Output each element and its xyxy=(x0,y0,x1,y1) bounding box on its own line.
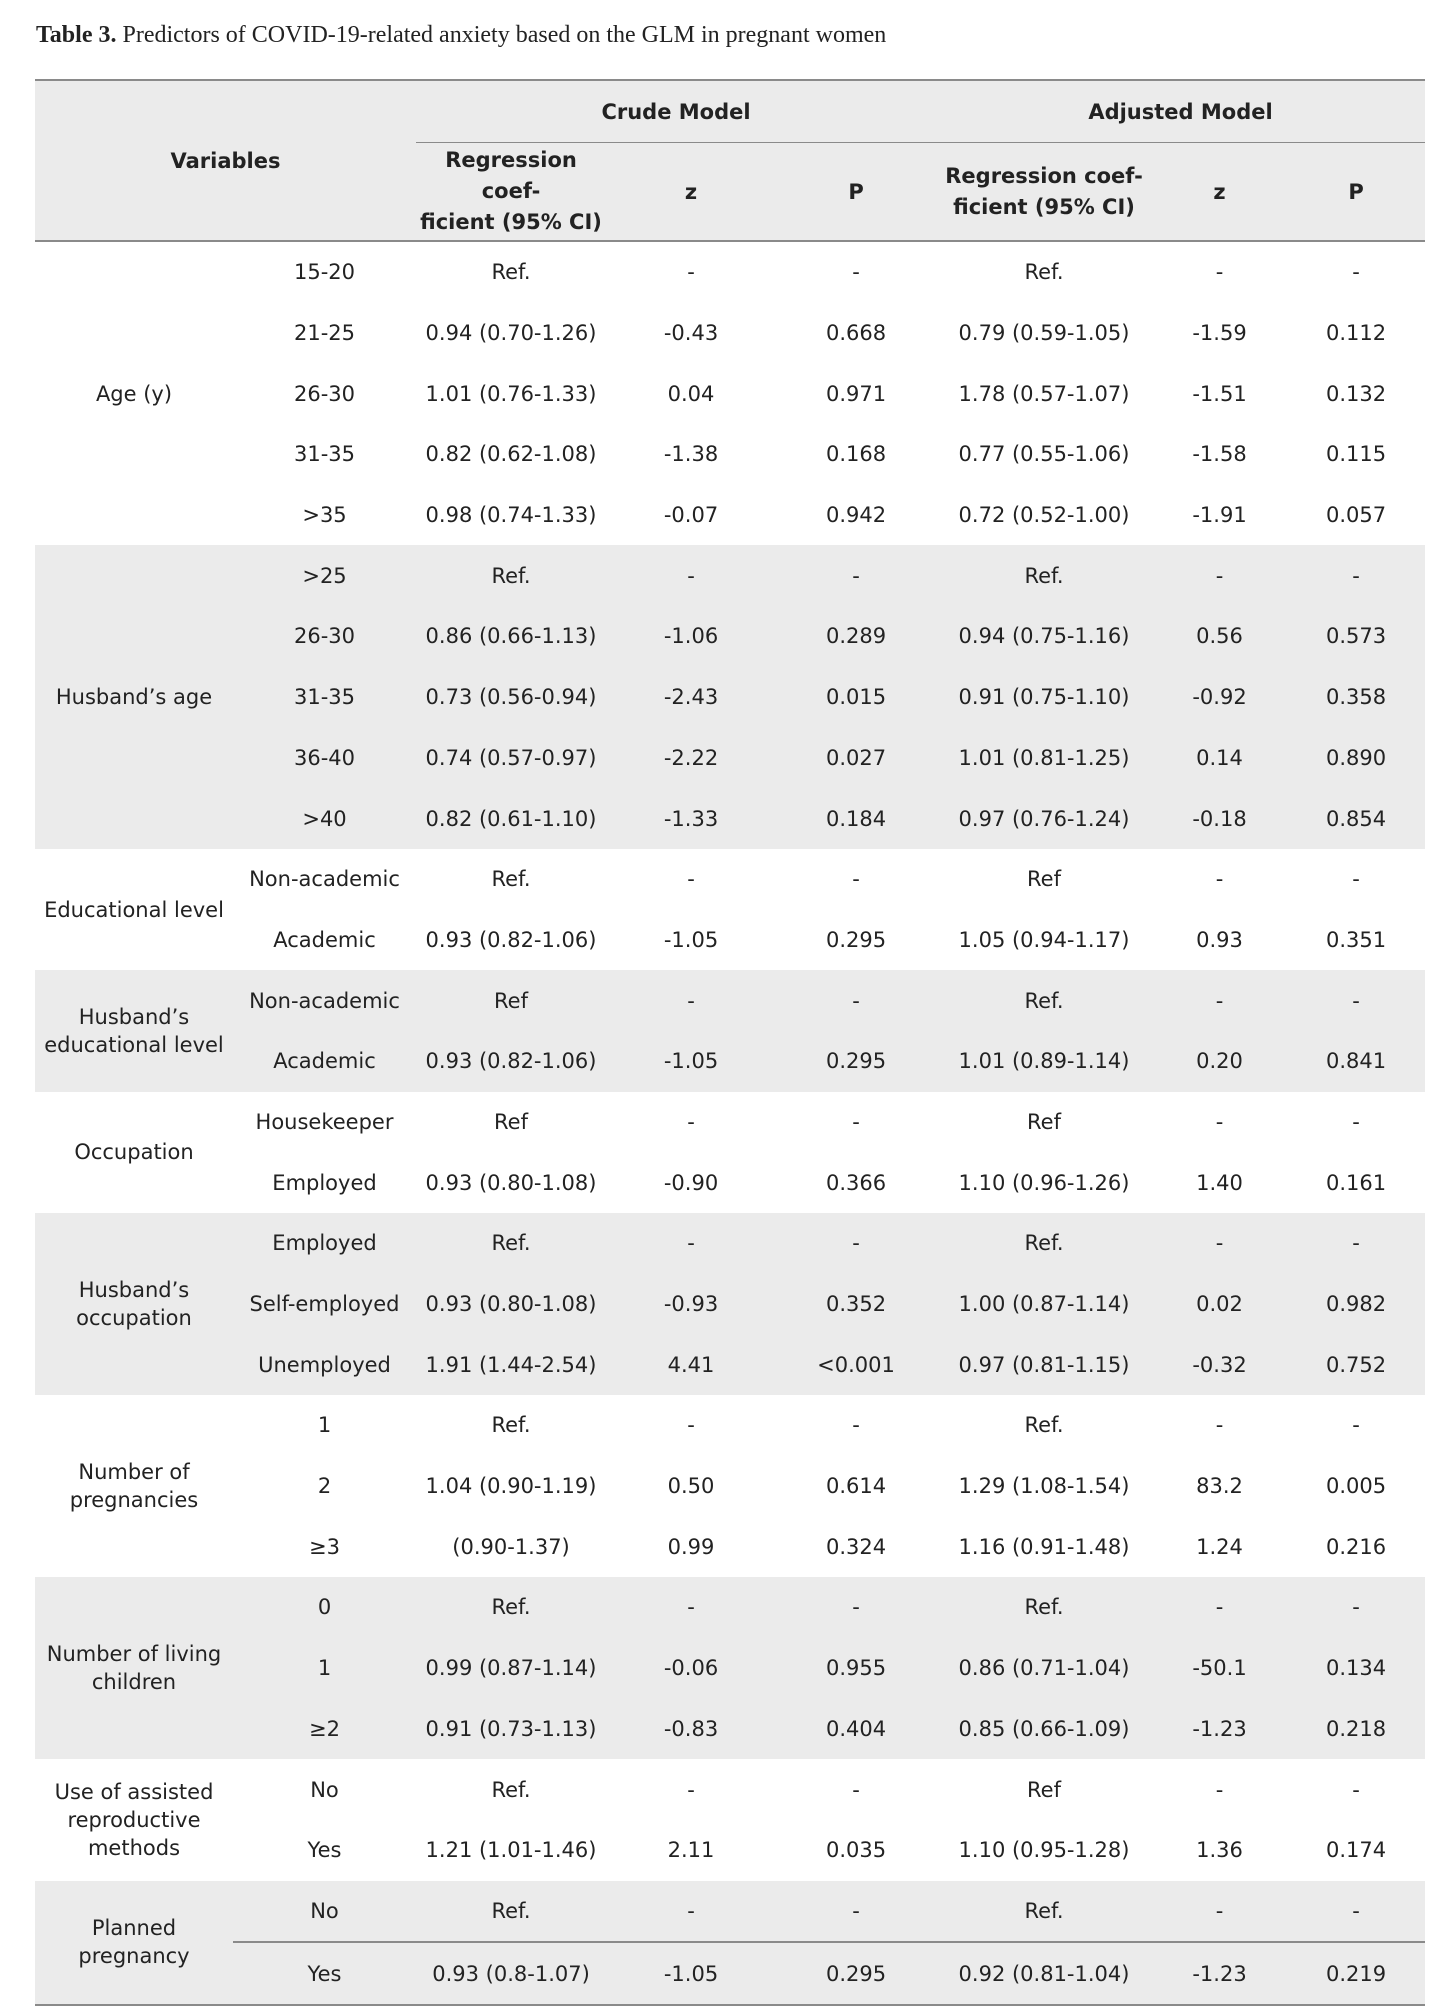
category-cell: 0 xyxy=(233,1577,416,1638)
category-cell: 26-30 xyxy=(293,381,356,406)
table-row xyxy=(35,1638,1425,1699)
crude-z-header: z xyxy=(606,143,776,242)
variable-name-line: pregnancy xyxy=(78,1944,190,1969)
table-row xyxy=(35,1152,1425,1213)
adjusted-coef-cell: 0.77 (0.55-1.06) xyxy=(958,442,1130,467)
crude-z-cell: -1.05 xyxy=(606,1942,776,2005)
crude-z-cell: - xyxy=(687,1413,695,1438)
table-row xyxy=(35,1759,1425,1820)
adjusted-coef-cell: 0.79 (0.59-1.05) xyxy=(958,321,1130,346)
adjusted-z-cell: 0.20 xyxy=(1152,1031,1287,1092)
adjusted-coef-cell: 1.01 (0.89-1.14) xyxy=(936,1031,1152,1092)
crude-coef-cell: 1.91 (1.44-2.54) xyxy=(416,1334,606,1395)
table-caption xyxy=(36,22,886,49)
variable-name-line: occupation xyxy=(76,1306,192,1331)
adjusted-coef-cell: 0.97 (0.76-1.24) xyxy=(936,788,1152,849)
crude-coef-cell: 0.74 (0.57-0.97) xyxy=(416,728,606,789)
variable-name-line: Educational level xyxy=(44,897,224,922)
adjusted-coef-cell: 1.29 (1.08-1.54) xyxy=(958,1474,1130,1499)
adjusted-p-cell: - xyxy=(1287,1577,1425,1638)
table-label: Table 3. xyxy=(36,22,117,48)
category-cell: No xyxy=(310,1777,339,1802)
variable-name-line: Husband’s xyxy=(78,1278,190,1303)
adjusted-coef-cell: Ref xyxy=(1027,1777,1061,1802)
adjusted-z-cell: 1.24 xyxy=(1196,1534,1243,1559)
category-cell: 31-35 xyxy=(293,442,356,467)
crude-p-cell: - xyxy=(852,1413,860,1438)
crude-z-cell: -0.90 xyxy=(663,1170,719,1195)
adjusted-p-cell: 0.219 xyxy=(1287,1942,1425,2005)
crude-coef-cell: 0.93 (0.8-1.07) xyxy=(416,1942,606,2005)
adjusted-z-cell: 0.56 xyxy=(1152,606,1287,667)
variable-name-line: Age (y) xyxy=(95,381,173,406)
variable-name-cell xyxy=(35,1881,233,2005)
adjusted-z-cell: -0.18 xyxy=(1152,788,1287,849)
table-row xyxy=(35,970,1425,1031)
adjusted-z-cell: - xyxy=(1215,1413,1224,1438)
crude-p-header: P xyxy=(776,143,936,242)
table-row xyxy=(35,1577,1425,1638)
adjusted-z-cell: - xyxy=(1152,1881,1287,1943)
crude-p-cell: 0.035 xyxy=(825,1838,887,1863)
table-row xyxy=(35,545,1425,606)
crude-coef-cell: 0.93 (0.80-1.08) xyxy=(425,1170,597,1195)
crude-p-cell: - xyxy=(852,867,860,892)
variable-name-line: Number of living xyxy=(46,1642,222,1667)
adjusted-coef-cell: 1.00 (0.87-1.14) xyxy=(936,1274,1152,1335)
crude-z-cell: 4.41 xyxy=(606,1334,776,1395)
crude-p-cell: 0.027 xyxy=(776,728,936,789)
crude-coef-cell: Ref xyxy=(494,1109,528,1134)
adjusted-coef-cell: 1.16 (0.91-1.48) xyxy=(958,1534,1130,1559)
adjusted-z-cell: -1.23 xyxy=(1152,1942,1287,2005)
variable-name-line: reproductive xyxy=(67,1807,201,1832)
table-row xyxy=(35,1699,1425,1760)
crude-coef-cell: 0.82 (0.61-1.10) xyxy=(416,788,606,849)
crude-p-cell: 0.971 xyxy=(825,381,887,406)
crude-coef-header-line2: ficient (95% CI) xyxy=(420,210,602,234)
category-cell: Non-academic xyxy=(249,867,400,892)
variable-name-line: children xyxy=(91,1670,177,1695)
adjusted-coef-cell: Ref. xyxy=(1024,1413,1064,1438)
crude-p-cell: 0.184 xyxy=(776,788,936,849)
crude-z-cell: -1.38 xyxy=(663,442,719,467)
crude-z-cell: - xyxy=(606,1213,776,1274)
table-row xyxy=(35,667,1425,728)
category-cell: No xyxy=(233,1881,416,1943)
table-row xyxy=(35,1820,1425,1881)
crude-z-cell: -0.93 xyxy=(606,1274,776,1335)
crude-p-cell: - xyxy=(776,1213,936,1274)
crude-coef-cell: 0.93 (0.80-1.08) xyxy=(416,1274,606,1335)
crude-p-cell: 0.324 xyxy=(825,1534,887,1559)
adjusted-z-cell: 0.93 xyxy=(1196,927,1243,952)
crude-coef-cell: Ref xyxy=(416,970,606,1031)
adjusted-coef-cell: 0.94 (0.75-1.16) xyxy=(936,606,1152,667)
crude-p-cell: - xyxy=(776,1881,936,1943)
category-cell: 26-30 xyxy=(233,606,416,667)
variable-name-line: Husband’s age xyxy=(55,685,213,710)
crude-coef-cell: 0.93 (0.82-1.06) xyxy=(416,1031,606,1092)
adjusted-p-cell: 0.112 xyxy=(1325,321,1387,346)
variable-name-cell xyxy=(35,545,233,848)
adjusted-p-cell: 0.752 xyxy=(1287,1334,1425,1395)
crude-z-cell: -0.07 xyxy=(663,503,719,528)
crude-z-cell: -2.22 xyxy=(606,728,776,789)
category-cell: Yes xyxy=(307,1838,342,1863)
variable-name-line: Number of xyxy=(78,1460,190,1485)
adjusted-z-cell: - xyxy=(1215,260,1224,285)
variable-group xyxy=(35,1395,1425,1577)
variables-header: Variables xyxy=(35,80,416,241)
table-row xyxy=(35,1881,1425,1943)
adjusted-p-cell: 0.890 xyxy=(1287,728,1425,789)
crude-p-cell: <0.001 xyxy=(776,1334,936,1395)
table-row xyxy=(35,241,1425,303)
category-cell: Yes xyxy=(233,1942,416,2005)
crude-coef-cell: Ref. xyxy=(416,545,606,606)
adjusted-p-cell: - xyxy=(1352,867,1360,892)
variable-group xyxy=(35,1213,1425,1395)
crude-z-cell: -1.06 xyxy=(606,606,776,667)
crude-z-cell: 2.11 xyxy=(667,1838,715,1863)
category-cell: Unemployed xyxy=(233,1334,416,1395)
crude-z-cell: - xyxy=(687,1777,695,1802)
adjusted-p-cell: 0.132 xyxy=(1325,381,1387,406)
crude-z-cell: -0.06 xyxy=(606,1638,776,1699)
crude-coef-cell: 0.99 (0.87-1.14) xyxy=(416,1638,606,1699)
variable-group xyxy=(35,1881,1425,2005)
crude-z-cell: -1.33 xyxy=(606,788,776,849)
crude-z-cell: - xyxy=(687,1109,695,1134)
adjusted-p-cell: 0.174 xyxy=(1325,1838,1387,1863)
adjusted-p-cell: 0.161 xyxy=(1325,1170,1387,1195)
adjusted-z-cell: - xyxy=(1215,1109,1224,1134)
adjusted-z-cell: 1.36 xyxy=(1196,1838,1243,1863)
adjusted-z-cell: -50.1 xyxy=(1152,1638,1287,1699)
crude-model-header: Crude Model xyxy=(416,80,936,143)
adjusted-coef-cell: Ref. xyxy=(936,1577,1152,1638)
variable-name-cell xyxy=(35,849,233,970)
adjusted-z-cell: -1.58 xyxy=(1192,442,1247,467)
crude-p-cell: - xyxy=(776,545,936,606)
adjusted-z-cell: 0.02 xyxy=(1152,1274,1287,1335)
adjusted-coef-header xyxy=(936,143,1152,242)
adjusted-p-cell: - xyxy=(1287,970,1425,1031)
crude-p-cell: 0.352 xyxy=(776,1274,936,1335)
variable-name-cell xyxy=(35,1759,233,1880)
adjusted-z-cell: 1.40 xyxy=(1196,1170,1243,1195)
variable-name-line: Planned xyxy=(91,1916,177,1941)
category-cell: Employed xyxy=(272,1170,377,1195)
variable-name-cell xyxy=(35,241,233,545)
crude-p-cell: - xyxy=(852,260,860,285)
adjusted-coef-cell: Ref. xyxy=(936,1213,1152,1274)
crude-z-cell: 0.04 xyxy=(667,381,715,406)
category-cell: Academic xyxy=(273,927,376,952)
category-cell: >25 xyxy=(233,545,416,606)
adjusted-coef-header-line2: ficient (95% CI) xyxy=(953,194,1135,219)
adjusted-z-cell: - xyxy=(1152,545,1287,606)
crude-coef-cell: Ref. xyxy=(491,260,531,285)
variable-name-cell xyxy=(35,970,233,1091)
adjusted-z-cell: - xyxy=(1152,970,1287,1031)
adjusted-z-cell: -1.23 xyxy=(1152,1699,1287,1760)
crude-p-cell: 0.955 xyxy=(776,1638,936,1699)
crude-p-cell: 0.668 xyxy=(825,321,887,346)
variable-group xyxy=(35,241,1425,545)
variable-name-line: Use of assisted xyxy=(54,1779,214,1804)
table-row xyxy=(35,788,1425,849)
crude-coef-cell: 0.93 (0.82-1.06) xyxy=(425,927,597,952)
adjusted-z-cell: 0.14 xyxy=(1152,728,1287,789)
category-cell: Housekeeper xyxy=(255,1109,394,1134)
crude-coef-cell: 0.98 (0.74-1.33) xyxy=(425,503,597,528)
variable-name-cell xyxy=(35,1092,233,1213)
adjusted-z-cell: - xyxy=(1215,867,1224,892)
adjusted-z-cell: -0.32 xyxy=(1152,1334,1287,1395)
adjusted-coef-cell: 1.10 (0.95-1.28) xyxy=(958,1838,1130,1863)
adjusted-coef-cell: 1.10 (0.96-1.26) xyxy=(958,1170,1130,1195)
crude-z-cell: - xyxy=(606,1881,776,1943)
category-cell: Non-academic xyxy=(233,970,416,1031)
crude-p-cell: - xyxy=(852,1109,860,1134)
category-cell: ≥2 xyxy=(233,1699,416,1760)
table-row xyxy=(35,728,1425,789)
crude-coef-header-line1: Regression coef- xyxy=(445,148,577,203)
adjusted-p-cell: 0.358 xyxy=(1287,667,1425,728)
variable-name-cell xyxy=(35,1213,233,1395)
crude-p-cell: - xyxy=(852,1777,860,1802)
adjusted-z-cell: -1.59 xyxy=(1192,321,1247,346)
crude-coef-cell: Ref. xyxy=(416,1881,606,1943)
adjusted-p-cell: 0.218 xyxy=(1287,1699,1425,1760)
crude-coef-cell: 1.21 (1.01-1.46) xyxy=(425,1838,597,1863)
table-row xyxy=(35,910,1425,971)
adjusted-p-cell: - xyxy=(1287,1213,1425,1274)
variable-group xyxy=(35,1092,1425,1213)
crude-z-cell: 0.99 xyxy=(667,1534,715,1559)
adjusted-z-cell: - xyxy=(1152,1577,1287,1638)
crude-p-cell: 0.289 xyxy=(776,606,936,667)
category-cell: 15-20 xyxy=(293,260,356,285)
crude-coef-cell: Ref. xyxy=(416,1213,606,1274)
adjusted-coef-header-line1: Regression coef- xyxy=(945,163,1143,188)
crude-z-cell: - xyxy=(687,260,695,285)
crude-coef-cell: 1.01 (0.76-1.33) xyxy=(425,381,597,406)
adjusted-coef-cell: Ref. xyxy=(1024,260,1064,285)
adjusted-p-cell: - xyxy=(1352,1777,1360,1802)
variable-name-line: educational level xyxy=(44,1032,224,1057)
adjusted-z-cell: -1.91 xyxy=(1192,503,1247,528)
adjusted-p-cell: 0.854 xyxy=(1287,788,1425,849)
adjusted-coef-cell: 0.86 (0.71-1.04) xyxy=(936,1638,1152,1699)
table-row xyxy=(35,424,1425,485)
adjusted-p-cell: - xyxy=(1352,1413,1360,1438)
crude-z-cell: 0.50 xyxy=(667,1474,715,1499)
crude-p-cell: - xyxy=(776,970,936,1031)
table-row xyxy=(35,849,1425,910)
adjusted-z-header: z xyxy=(1152,143,1287,242)
crude-coef-cell: 0.94 (0.70-1.26) xyxy=(425,321,597,346)
crude-z-cell: - xyxy=(687,867,695,892)
adjusted-p-cell: - xyxy=(1352,260,1360,285)
crude-z-cell: -0.43 xyxy=(663,321,719,346)
crude-coef-header xyxy=(416,143,606,242)
table-row xyxy=(35,1516,1425,1577)
category-cell: Self-employed xyxy=(233,1274,416,1335)
adjusted-p-cell: 0.216 xyxy=(1325,1534,1387,1559)
category-cell: Employed xyxy=(233,1213,416,1274)
crude-coef-cell: (0.90-1.37) xyxy=(452,1534,570,1559)
variable-name-line: methods xyxy=(87,1835,181,1860)
table-row xyxy=(35,1213,1425,1274)
crude-p-cell: 0.942 xyxy=(825,503,887,528)
adjusted-coef-cell: Ref. xyxy=(936,1881,1152,1943)
predictors-table xyxy=(35,79,1425,2006)
crude-coef-cell: 0.86 (0.66-1.13) xyxy=(416,606,606,667)
crude-p-cell: 0.366 xyxy=(825,1170,887,1195)
variable-group xyxy=(35,1577,1425,1759)
crude-z-cell: -1.05 xyxy=(606,1031,776,1092)
adjusted-coef-cell: Ref. xyxy=(936,970,1152,1031)
category-cell: 36-40 xyxy=(233,728,416,789)
crude-coef-cell: Ref. xyxy=(491,1777,531,1802)
table-row xyxy=(35,1274,1425,1335)
adjusted-p-cell: 0.005 xyxy=(1325,1474,1387,1499)
adjusted-p-cell: 0.982 xyxy=(1287,1274,1425,1335)
table-row xyxy=(35,606,1425,667)
crude-coef-cell: 1.04 (0.90-1.19) xyxy=(425,1474,597,1499)
variable-group xyxy=(35,1759,1425,1880)
crude-p-cell: - xyxy=(776,1577,936,1638)
adjusted-z-cell: -1.51 xyxy=(1192,381,1247,406)
adjusted-coef-cell: 0.72 (0.52-1.00) xyxy=(958,503,1130,528)
table-row xyxy=(35,1456,1425,1517)
adjusted-coef-cell: Ref xyxy=(1027,867,1061,892)
adjusted-coef-cell: 1.01 (0.81-1.25) xyxy=(936,728,1152,789)
adjusted-model-header: Adjusted Model xyxy=(936,80,1425,143)
crude-p-cell: 0.168 xyxy=(825,442,887,467)
adjusted-p-cell: - xyxy=(1287,1881,1425,1943)
variable-name-line: Occupation xyxy=(74,1140,194,1165)
adjusted-p-cell: 0.057 xyxy=(1325,503,1387,528)
table-row xyxy=(35,1942,1425,2005)
crude-coef-cell: Ref. xyxy=(491,867,531,892)
adjusted-p-cell: 0.841 xyxy=(1287,1031,1425,1092)
crude-z-cell: - xyxy=(606,545,776,606)
category-cell: 1 xyxy=(233,1638,416,1699)
adjusted-coef-cell: 0.92 (0.81-1.04) xyxy=(936,1942,1152,2005)
table-row xyxy=(35,1031,1425,1092)
crude-coef-cell: 0.82 (0.62-1.08) xyxy=(425,442,597,467)
crude-p-cell: 0.404 xyxy=(776,1699,936,1760)
table-row xyxy=(35,485,1425,546)
category-cell: >35 xyxy=(302,503,347,528)
adjusted-p-cell: 0.134 xyxy=(1287,1638,1425,1699)
crude-p-cell: 0.295 xyxy=(776,1942,936,2005)
adjusted-coef-cell: 0.85 (0.66-1.09) xyxy=(936,1699,1152,1760)
table-caption-text: Predictors of COVID-19-related anxiety based on the GLM in pregnant women xyxy=(116,22,887,48)
adjusted-p-header: P xyxy=(1287,143,1425,242)
category-cell: Academic xyxy=(233,1031,416,1092)
category-cell: 1 xyxy=(317,1413,332,1438)
adjusted-z-cell: -0.92 xyxy=(1152,667,1287,728)
variable-group xyxy=(35,970,1425,1091)
crude-z-cell: -0.83 xyxy=(606,1699,776,1760)
adjusted-z-cell: - xyxy=(1215,1777,1224,1802)
adjusted-coef-cell: 0.97 (0.81-1.15) xyxy=(936,1334,1152,1395)
crude-p-cell: 0.295 xyxy=(776,1031,936,1092)
adjusted-coef-cell: 1.78 (0.57-1.07) xyxy=(958,381,1130,406)
category-cell: >40 xyxy=(233,788,416,849)
adjusted-p-cell: 0.351 xyxy=(1325,927,1387,952)
variable-name-line: pregnancies xyxy=(69,1488,199,1513)
table-row xyxy=(35,303,1425,364)
category-cell: 2 xyxy=(317,1474,332,1499)
crude-z-cell: -1.05 xyxy=(663,927,719,952)
table-row xyxy=(35,1092,1425,1153)
crude-z-cell: - xyxy=(606,970,776,1031)
crude-coef-cell: Ref. xyxy=(416,1577,606,1638)
category-cell: 31-35 xyxy=(233,667,416,728)
category-cell: ≥3 xyxy=(309,1534,340,1559)
adjusted-z-cell: 83.2 xyxy=(1196,1474,1243,1499)
adjusted-p-cell: - xyxy=(1287,545,1425,606)
variable-name-cell xyxy=(35,1395,233,1577)
crude-coef-cell: 0.73 (0.56-0.94) xyxy=(416,667,606,728)
adjusted-z-cell: - xyxy=(1152,1213,1287,1274)
table-row xyxy=(35,1395,1425,1456)
crude-z-cell: - xyxy=(606,1577,776,1638)
crude-coef-cell: Ref. xyxy=(491,1413,531,1438)
adjusted-p-cell: 0.115 xyxy=(1325,442,1387,467)
adjusted-p-cell: - xyxy=(1352,1109,1360,1134)
variable-name-line: Husband’s xyxy=(78,1004,190,1029)
category-cell: 21-25 xyxy=(293,321,356,346)
variable-name-cell xyxy=(35,1577,233,1759)
adjusted-coef-cell: 0.91 (0.75-1.10) xyxy=(936,667,1152,728)
adjusted-coef-cell: Ref xyxy=(1027,1109,1061,1134)
crude-z-cell: -2.43 xyxy=(606,667,776,728)
table-row xyxy=(35,363,1425,424)
crude-p-cell: 0.015 xyxy=(776,667,936,728)
adjusted-coef-cell: Ref. xyxy=(936,545,1152,606)
crude-p-cell: 0.614 xyxy=(825,1474,887,1499)
crude-p-cell: 0.295 xyxy=(825,927,887,952)
variable-group xyxy=(35,849,1425,970)
table-row xyxy=(35,1334,1425,1395)
adjusted-p-cell: 0.573 xyxy=(1287,606,1425,667)
variable-group xyxy=(35,545,1425,848)
adjusted-coef-cell: 1.05 (0.94-1.17) xyxy=(958,927,1130,952)
crude-coef-cell: 0.91 (0.73-1.13) xyxy=(416,1699,606,1760)
